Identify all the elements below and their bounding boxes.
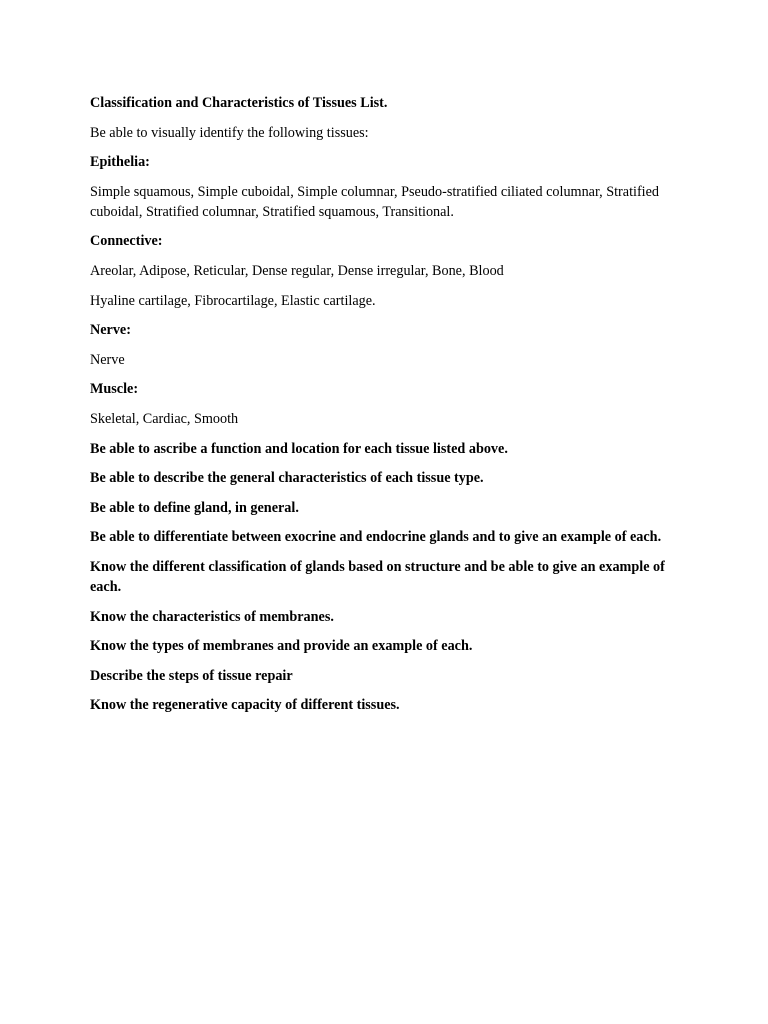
objective-item: Be able to define gland, in general. — [90, 499, 299, 516]
section-heading-nerve: Nerve: — [90, 322, 131, 339]
document-page — [90, 93, 680, 725]
intro-text: Be able to visually identify the following tissues: — [90, 124, 369, 141]
objective-item: Be able to differentiate between exocrine and endocrine glands and to give an example of each. — [90, 529, 662, 546]
objective-item: Know the different classification of glands based on structure and be able to give an example of each. — [90, 558, 665, 595]
objective-item: Know the characteristics of membranes. — [90, 608, 334, 625]
objective-item: Describe the steps of tissue repair — [90, 667, 293, 684]
objective-item: Know the regenerative capacity of different tissues. — [90, 697, 400, 714]
section-heading-connective: Connective: — [90, 233, 163, 250]
objective-item: Know the types of membranes and provide an example of each. — [90, 638, 473, 655]
objective-item: Be able to ascribe a function and location for each tissue listed above. — [90, 440, 508, 457]
connective-list-2: Hyaline cartilage, Fibrocartilage, Elastic cartilage. — [90, 292, 376, 309]
epithelia-list: Simple squamous, Simple cuboidal, Simple columnar, Pseudo-stratified ciliated columnar, Stratified cuboidal, Stratified columnar, Stratified squamous, Transitional. — [90, 183, 660, 220]
objective-item: Be able to describe the general characteristics of each tissue type. — [90, 470, 484, 487]
connective-list-1: Areolar, Adipose, Reticular, Dense regular, Dense irregular, Bone, Blood — [90, 262, 504, 279]
section-heading-muscle: Muscle: — [90, 381, 139, 398]
nerve-list: Nerve — [90, 351, 125, 368]
document-title: Classification and Characteristics of Tissues List. — [90, 95, 388, 111]
section-heading-epithelia: Epithelia: — [90, 154, 150, 171]
muscle-list: Skeletal, Cardiac, Smooth — [90, 410, 239, 427]
